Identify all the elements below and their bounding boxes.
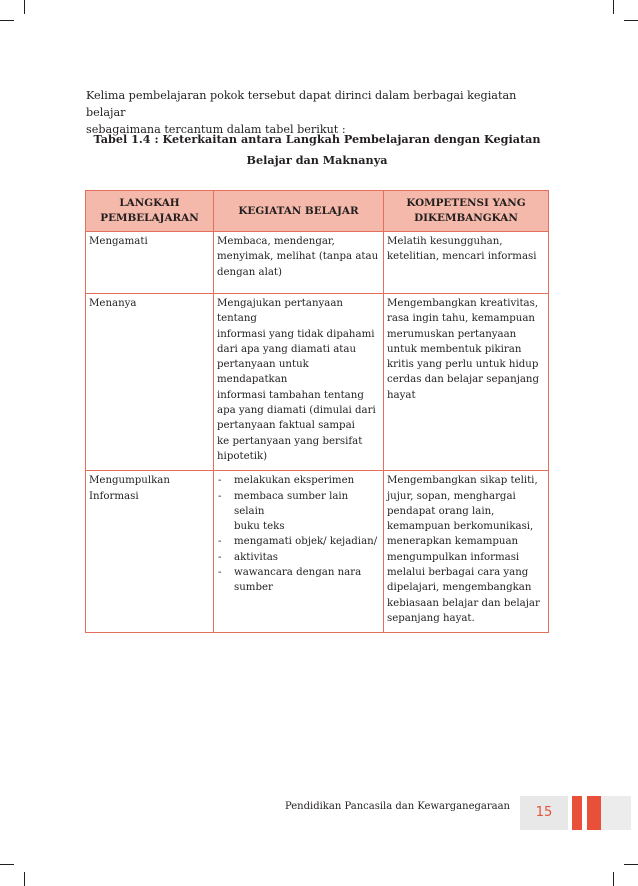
cell-kompetensi: [384, 471, 549, 633]
crop-mark-bottom-left-v: [24, 872, 25, 886]
cell-line: Informasi: [89, 490, 139, 502]
cell-line: kebiasaan belajar dan belajar: [387, 597, 540, 609]
header-kompetensi: [384, 191, 549, 232]
header-langkah-pembelajaran: [86, 191, 214, 232]
cell-line: Mengajukan pertanyaan tentang: [217, 298, 343, 325]
table-caption-line-1: Tabel 1.4 : Keterkaitan antara Langkah Pembelajaran dengan Kegiatan: [93, 132, 541, 146]
cell-kegiatan: [214, 232, 384, 294]
table-row-menanya: [86, 294, 549, 471]
intro-line-2: sebagaimana tercantum dalam tabel berikut :: [86, 123, 346, 136]
cell-line: Membaca, mendengar,: [217, 236, 335, 247]
cell-line: dipelajari, mengembangkan: [387, 582, 532, 594]
cell-line: jujur, sopan, menghargai: [387, 490, 516, 502]
header-kompetensi-line-2: DIKEMBANGKAN: [414, 212, 518, 224]
cell-line: ketelitian, mencari informasi: [387, 251, 537, 263]
cell-line: kritis yang perlu untuk hidup: [387, 359, 539, 371]
cell-line: Mengumpulkan: [89, 475, 170, 487]
cell-line: cerdas dan belajar sepanjang: [387, 374, 540, 386]
list-item: [217, 565, 380, 596]
cell-line: menerapkan kemampuan: [387, 536, 519, 548]
table-caption-line-2: Belajar dan Maknanya: [246, 153, 388, 167]
table-row-mengumpulkan-informasi: [86, 471, 549, 633]
header-kegiatan-label: KEGIATAN BELAJAR: [238, 204, 359, 217]
page-number: 15: [520, 796, 568, 830]
cell-line: hayat: [387, 389, 416, 401]
list-item: [217, 534, 380, 549]
cell-line: kemampuan berkomunikasi,: [387, 521, 534, 533]
cell-line: pendapat orang lain,: [387, 505, 495, 517]
list-item: [217, 550, 380, 565]
learning-steps-table: [85, 190, 549, 633]
cell-kompetensi: [384, 232, 549, 294]
cell-line: pertanyaan untuk mendapatkan: [217, 359, 309, 386]
header-kegiatan-belajar: [214, 191, 384, 232]
cell-line: apa yang diamati (dimulai dari: [217, 405, 376, 417]
cell-line: menyimak, melihat (tanpa atau: [217, 251, 379, 263]
footer-book-title: Pendidikan Pancasila dan Kewarganegaraan: [284, 801, 510, 812]
crop-mark-bottom-right-v: [613, 872, 614, 886]
cell-line: dari apa yang diamati atau: [217, 343, 356, 355]
cell-line: sepanjang hayat.: [387, 612, 475, 624]
cell-langkah: [86, 471, 214, 633]
intro-line-1: Kelima pembelajaran pokok tersebut dapat dirinci dalam berbagai kegiatan belajar: [86, 89, 517, 119]
cell-line: hipotetik): [217, 450, 268, 462]
cell-line: informasi tambahan tentang: [217, 389, 364, 401]
cell-line: mengumpulkan informasi: [387, 551, 520, 563]
cell-line: melakukan eksperimen: [234, 475, 355, 487]
footer-accent-bar-wide: [587, 796, 601, 830]
cell-line: aktivitas: [234, 551, 279, 563]
cell-line: Melatih kesungguhan,: [387, 236, 503, 247]
cell-kompetensi: [384, 294, 549, 471]
cell-langkah: [86, 232, 214, 294]
cell-line: merumuskan pertanyaan: [387, 328, 517, 340]
footer-gray-tab: [601, 796, 631, 830]
list-item: [217, 489, 380, 535]
table-caption: [86, 129, 548, 171]
list-item: [217, 473, 380, 488]
cell-line: rasa ingin tahu, kemampuan: [387, 313, 535, 325]
cell-line: dengan alat): [217, 266, 282, 278]
cell-line: ke pertanyaan yang bersifat: [217, 435, 363, 447]
crop-mark-bottom-left-h: [0, 864, 14, 865]
crop-mark-bottom-right-h: [624, 864, 638, 865]
cell-line: informasi yang tidak dipahami: [217, 328, 375, 340]
cell-line: Mengamati: [89, 236, 148, 247]
cell-kegiatan: [214, 294, 384, 471]
cell-line: melalui berbagai cara yang: [387, 567, 529, 579]
table-row-mengamati: [86, 232, 549, 294]
crop-mark-top-left-v: [24, 0, 25, 14]
cell-line: sumber: [234, 582, 273, 594]
table-header-row: [86, 191, 549, 232]
cell-line: wawancara dengan nara: [234, 567, 362, 579]
kegiatan-dash-list: [217, 473, 380, 595]
cell-langkah: [86, 294, 214, 471]
crop-mark-top-right-h: [624, 20, 638, 21]
cell-kegiatan: [214, 471, 384, 633]
cell-line: untuk membentuk pikiran: [387, 343, 522, 355]
crop-mark-top-left-h: [0, 20, 14, 21]
cell-line: membaca sumber lain selain: [234, 490, 349, 517]
footer-accent-bar: [572, 796, 582, 830]
cell-line: Menanya: [89, 298, 137, 309]
header-kompetensi-line-1: KOMPETENSI YANG: [406, 197, 526, 209]
cell-line: buku teks: [234, 521, 285, 533]
cell-line: mengamati objek/ kejadian/: [234, 536, 378, 548]
cell-line: Mengembangkan kreativitas,: [387, 298, 539, 309]
cell-line: pertanyaan faktual sampai: [217, 420, 355, 432]
header-langkah-line-1: LANGKAH: [119, 197, 180, 209]
cell-line: Mengembangkan sikap teliti,: [387, 475, 538, 487]
header-langkah-line-2: PEMBELAJARAN: [100, 212, 199, 224]
crop-mark-top-right-v: [613, 0, 614, 14]
